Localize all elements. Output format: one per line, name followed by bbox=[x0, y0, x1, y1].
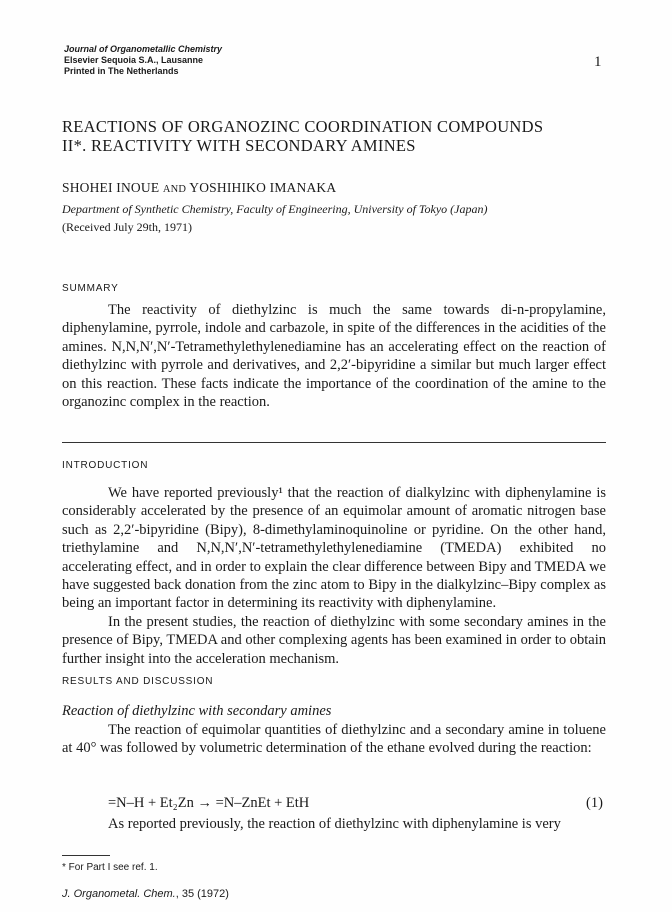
introduction-paragraph-2: In the present studies, the reaction of diethylzinc with some secondary amines in the presence of Bipy, TMEDA and other complexing agents has been examined in order to obtain further insight into the acceleration mechanism. bbox=[62, 613, 606, 667]
summary-heading: SUMMARY bbox=[62, 283, 119, 294]
footer-journal: J. Organometal. Chem. bbox=[62, 888, 176, 900]
section-divider bbox=[62, 442, 606, 443]
results-body bbox=[62, 721, 606, 758]
results-subheading: Reaction of diethylzinc with secondary amines bbox=[62, 703, 332, 719]
results-paragraph-2: As reported previously, the reaction of diethylzinc with diphenylamine is very bbox=[108, 816, 561, 832]
introduction-paragraph-1: We have reported previously¹ that the reaction of dialkylzinc with diphenylamine is considerably accelerated by the presence of an equimolar amount of aromatic nitrogen base such as 2,2′-bipyridine (Bipy), 8-dimethylaminoquinoline or pyridine. On the other hand, triethylamine and N,N,N′,N′-tetramethylethylenediamine (TMEDA) exhibited no accelerating effect, and in order to explain the clear difference between Bipy and TMEDA we have suggested back donation from the zinc atom to Bipy in the dialkylzinc–Bipy complex as being an important factor in determining its reactivity with diphenylamine. bbox=[62, 485, 606, 612]
publisher: Elsevier Sequoia S.A., Lausanne bbox=[64, 55, 204, 65]
journal-name: Journal of Organometallic Chemistry bbox=[64, 44, 223, 54]
article-title bbox=[62, 117, 622, 155]
results-body-continued bbox=[62, 815, 606, 833]
equation-number: (1) bbox=[586, 795, 603, 811]
author-1: SHOHEI INOUE bbox=[62, 180, 160, 195]
results-heading: RESULTS AND DISCUSSION bbox=[62, 676, 214, 687]
author-and: AND bbox=[162, 184, 187, 195]
footnote: * For Part I see ref. 1. bbox=[62, 862, 158, 873]
footer-volume: 35 (1972) bbox=[181, 888, 229, 900]
summary-text: The reactivity of diethylzinc is much the same towards di-n-propylamine, diphenylamine, pyrrole, indole and carbazole, in spite of the differences in the acidities of the amines. N,N,N′,N′-Tetramethylethylenediamine has an accelerating effect on the reaction of diethylzinc with pyrrole and derivatives, and 2,2′-bipyridine a similar but much larger effect on this reaction. These facts indicate the importance of the coordination of the amine to the organozinc complex in the reaction. bbox=[62, 302, 606, 411]
results-paragraph-1: The reaction of equimolar quantities of diethylzinc and a secondary amine in toluene at 40° was followed by volumetric determination of the ethane evolved during the reaction: bbox=[62, 722, 606, 757]
journal-header bbox=[64, 44, 222, 77]
author-line bbox=[62, 180, 336, 196]
introduction-body bbox=[62, 484, 606, 668]
title-line-2: II*. REACTIVITY WITH SECONDARY AMINES bbox=[62, 136, 416, 155]
printed-in: Printed in The Netherlands bbox=[64, 66, 179, 76]
affiliation: Department of Synthetic Chemistry, Faculty of Engineering, University of Tokyo (Japan) bbox=[62, 202, 488, 216]
page-footer: J. Organometal. Chem., 35 (1972) bbox=[62, 888, 229, 900]
title-line-1: REACTIONS OF ORGANOZINC COORDINATION COMPOUNDS bbox=[62, 117, 544, 136]
equation-1: =N–H + Et₂Zn → =N–ZnEt + EtH bbox=[108, 795, 310, 811]
summary-body bbox=[62, 301, 606, 411]
footnote-rule bbox=[62, 855, 110, 856]
received-date: (Received July 29th, 1971) bbox=[62, 220, 192, 234]
page-number: 1 bbox=[594, 54, 602, 70]
author-2: YOSHIHIKO IMANAKA bbox=[189, 180, 337, 195]
introduction-heading: INTRODUCTION bbox=[62, 460, 149, 471]
